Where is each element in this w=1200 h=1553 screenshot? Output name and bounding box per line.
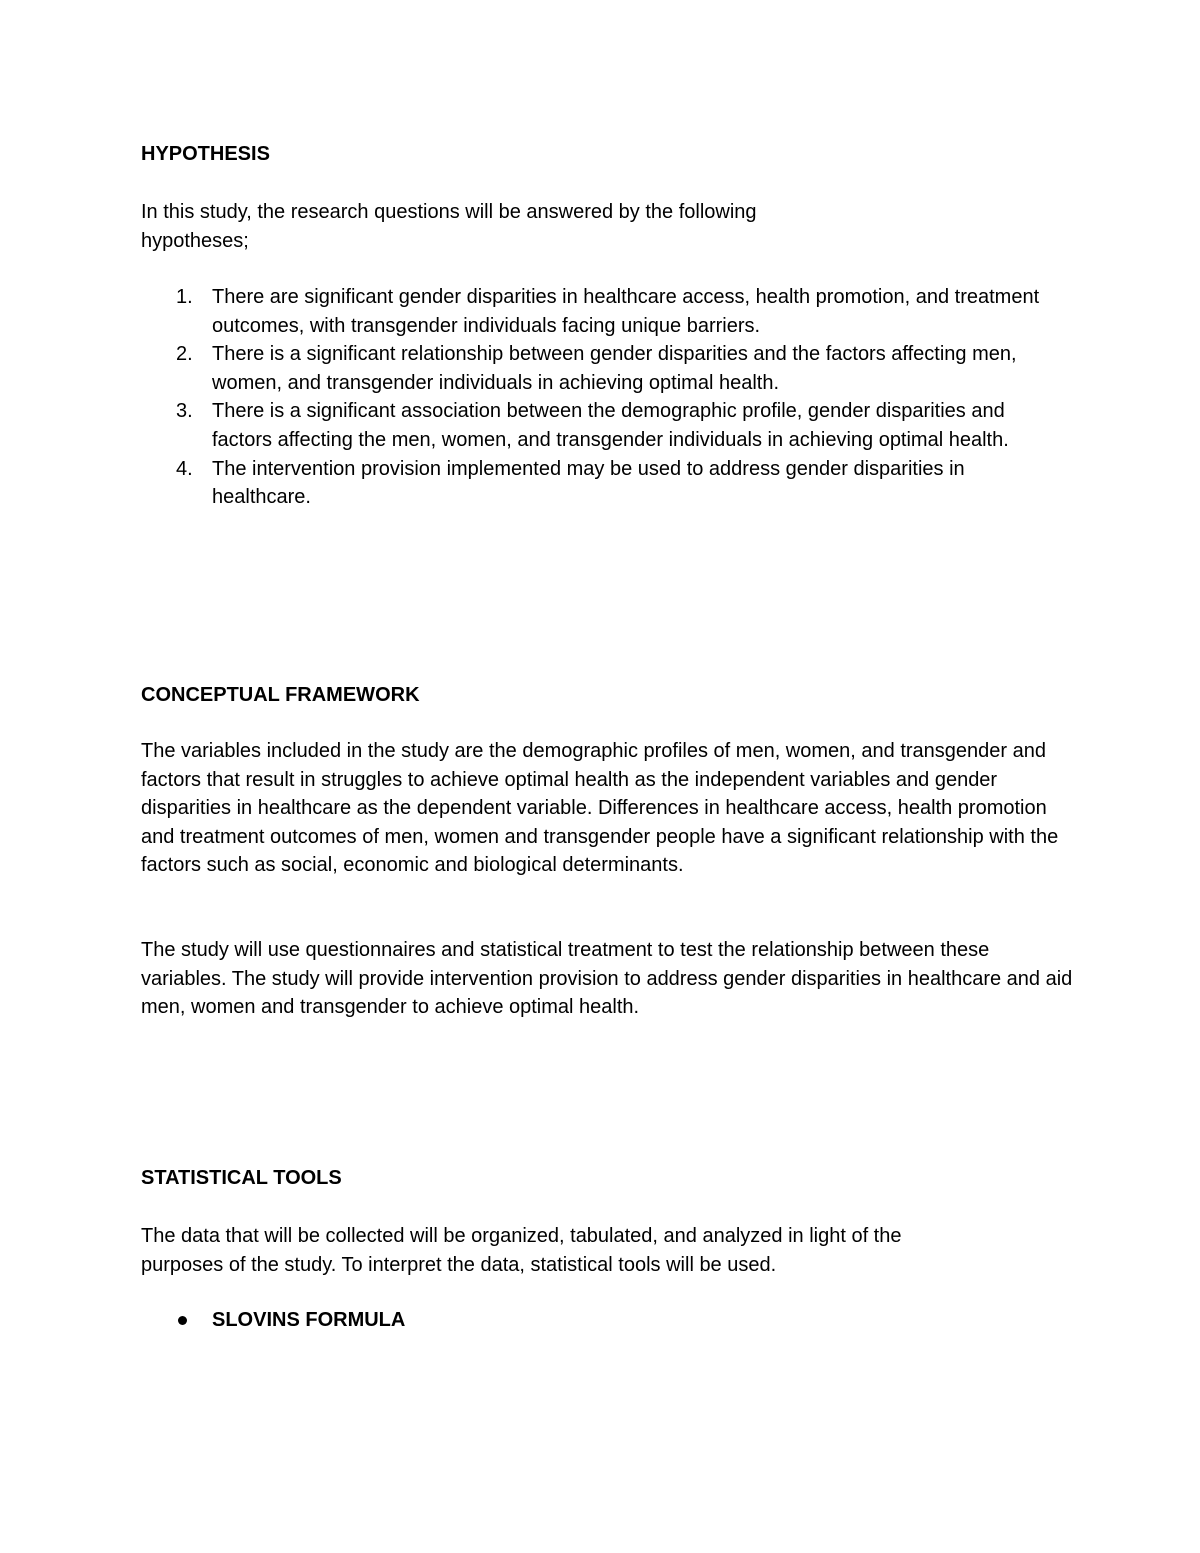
conceptual-framework-paragraph-2-block [141, 936, 1076, 1022]
hypothesis-intro-line-1: In this study, the research questions will be answered by the following [141, 201, 757, 223]
statistical-tools-paragraph: The data that will be collected will be organized, tabulated, and analyzed in light of the purposes of the study. To interpret the data, statistical tools will be used. [141, 1225, 902, 1276]
statistical-tools-bullet-list [141, 1306, 405, 1334]
hypothesis-item [141, 283, 1041, 340]
hypothesis-item-text: There is a significant relationship between gender disparities and the factors affecting men, women, and transgender individuals in achieving optimal health. [212, 343, 1017, 394]
list-number: 1. [176, 286, 193, 308]
hypothesis-item [141, 397, 1041, 454]
hypothesis-list-container [141, 283, 1041, 512]
statistical-tools-paragraph-block [141, 1222, 981, 1279]
hypothesis-item [141, 340, 1041, 397]
hypothesis-item-text: There are significant gender disparities in healthcare access, health promotion, and treatment outcomes, with transgender individuals facing unique barriers. [212, 286, 1040, 337]
hypothesis-heading: HYPOTHESIS [141, 143, 270, 165]
list-number: 4. [176, 457, 193, 480]
bullet-item [141, 1306, 405, 1334]
list-number: 3. [176, 400, 193, 423]
hypothesis-intro-line-2: hypotheses; [141, 229, 249, 252]
statistical-tools-bullets-container [141, 1306, 405, 1334]
list-number: 2. [176, 343, 193, 366]
hypothesis-item-text: There is a significant association between the demographic profile, gender disparities and factors affecting the men, women, and transgender individuals in achieving optimal health. [212, 400, 1009, 451]
conceptual-framework-section [141, 681, 420, 709]
conceptual-framework-paragraph-1-block [141, 737, 1071, 880]
statistical-tools-section [141, 1164, 342, 1192]
conceptual-framework-paragraph-1: The variables included in the study are the demographic profiles of men, women, and transgender and factors that result in struggles to achieve optimal health as the independent variables and gender disparities in healthcare as the dependent variable. Differences in healthcare access, health promotion and treatment outcomes of men, women and transgender people have a significant relationship with the factors such as social, economic and biological determinants. [141, 740, 1059, 877]
hypothesis-list [141, 283, 1041, 512]
hypothesis-intro [141, 198, 821, 255]
bullet-item-label: SLOVINS FORMULA [212, 1309, 406, 1331]
conceptual-framework-heading: CONCEPTUAL FRAMEWORK [141, 684, 420, 706]
statistical-tools-heading: STATISTICAL TOOLS [141, 1167, 342, 1189]
conceptual-framework-paragraph-2: The study will use questionnaires and statistical treatment to test the relationship between these variables. The study will provide intervention provision to address gender disparities in healthcare and aid men, women and transgender to achieve optimal health. [141, 939, 1073, 1019]
hypothesis-item-text: The intervention provision implemented may be used to address gender disparities in healthcare. [212, 457, 965, 509]
bullet-icon [178, 1316, 187, 1325]
hypothesis-item [141, 455, 1041, 512]
hypothesis-section [141, 140, 270, 168]
